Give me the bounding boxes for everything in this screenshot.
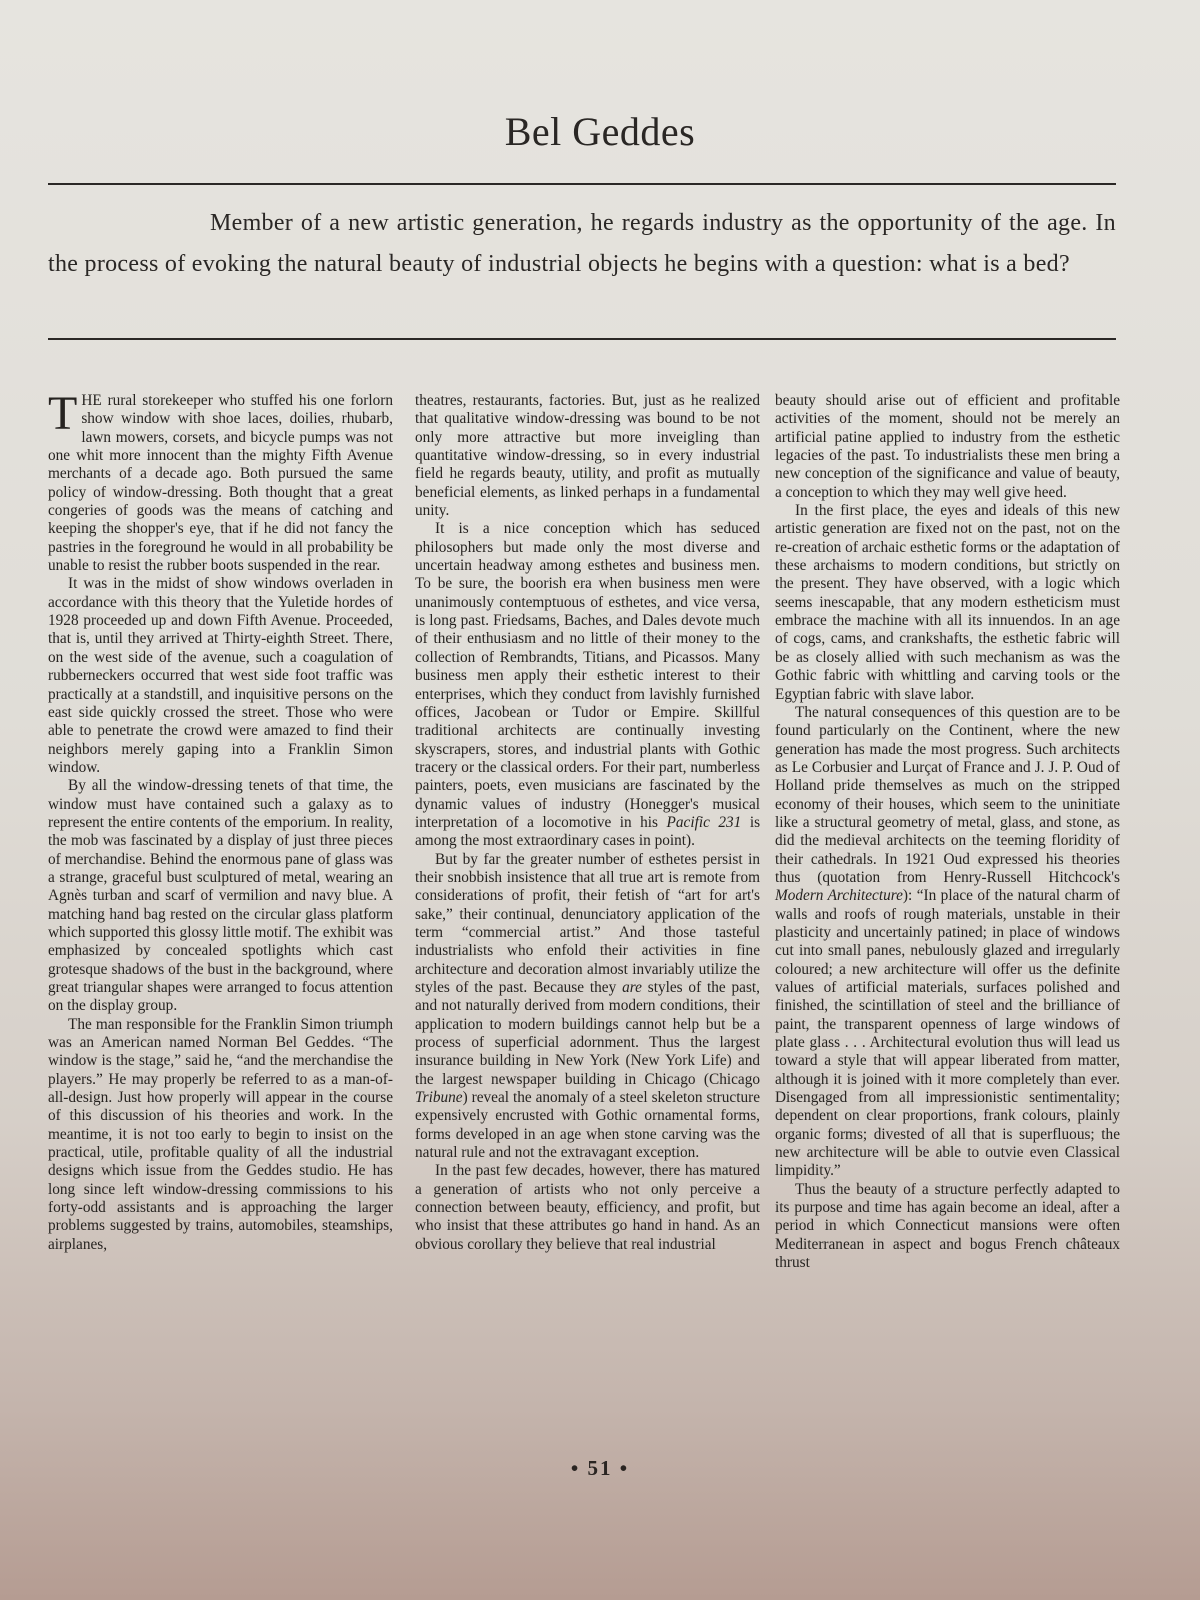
intro-paragraph bbox=[48, 203, 1116, 285]
paragraph: In the past few decades, however, there has matured a generation of artists who not only perceive a connection between beauty, efficiency, and profit, but who insist that these attributes go hand in hand. As an obvious corollary they believe that real industrial bbox=[415, 1162, 760, 1253]
paragraph-text: It is a nice conception which has seduced philosophers but made only the most diverse and uncertain headway among esthetes and business men. To be sure, the boorish era when business men were unanimously contemptuous of esthetes, and vice versa, is long past. Friedsams, Baches, and Dales devote much of their enthusiasm and no little of their money to the collection of Rembrandts, Titians, and Picassos. Many business men apply their esthetic interest to their enterprises, which they conduct from lavishly furnished offices, Jacobean or Tudor or Empire. Skillful traditional architects are continually investing skyscrapers, stores, and industrial plants with Gothic tracery or the classical orders. For their part, numberless painters, poets, even musicians are fascinated by the dynamic values of industry (Honegger's musical interpretation of a locomotive in his bbox=[415, 520, 760, 831]
italic-title: Modern Architecture bbox=[775, 887, 903, 905]
paragraph: theatres, restaurants, factories. But, just as he realized that qualitative window-dressing was bound to be not only more attractive but more inveigling than quantitative window-dressing, so in every industrial field he regards beauty, utility, and profit as mutually beneficial elements, as linked perhaps in a fundamental unity. bbox=[415, 392, 760, 520]
paragraph bbox=[775, 704, 1120, 1181]
paragraph-text: But by far the greater number of esthetes persist in their snobbish insistence that all true art is remote from considerations of profit, their fetish of “art for art's sake,” their continual, denunciatory application of the term “commercial artist.” And those tasteful industrialists who enfold their activities in fine architecture and decoration almost invariably utilize the styles of the past. Because they bbox=[415, 850, 760, 996]
paragraph bbox=[415, 520, 760, 850]
paragraph: beauty should arise out of efficient and profitable activities of the moment, should not be merely an artificial patine applied to industry from the esthetic legacies of the past. To industrialists these men bring a new conception of the significance and value of beauty, a conception to which they may well give heed. bbox=[775, 392, 1120, 501]
page-number: • 51 • bbox=[570, 1456, 630, 1480]
italic-title: Tribune bbox=[415, 1089, 463, 1107]
intro-text: Member of a new artistic generation, he regards industry as the opportunity of the age. In the process of evoking the natural beauty of industrial objects he begins with a question: what is a bed? bbox=[48, 210, 1116, 277]
column-1 bbox=[48, 387, 393, 1254]
paragraph-text: is among the most extraordinary cases in point). bbox=[415, 813, 761, 850]
column-3 bbox=[775, 392, 1120, 1273]
paragraph: In the first place, the eyes and ideals of this new artistic generation are fixed not on the past, not on the re-creation of archaic esthetic forms or the adaptation of these archaisms to modern conditions, but strictly on the present. They have observed, with a logic which seems inescapable, that any modern estheticism must embrace the machine with all its innuendos. In an age of cogs, cams, and crankshafts, the esthetic fabric will be as closely allied with such mechanism as was the Gothic fabric with whittling and carving tools or the Egyptian fabric with slave labor. bbox=[775, 502, 1120, 703]
drop-cap: T bbox=[48, 387, 78, 440]
page-title: Bel Geddes bbox=[504, 109, 696, 154]
italic-word: are bbox=[622, 979, 642, 996]
column-2 bbox=[415, 392, 760, 1254]
paragraph: By all the window-dressing tenets of that time, the window must have contained such a galaxy as to represent the entire contents of the emporium. In reality, the mob was fascinated by a display of just three pieces of merchandise. Behind the enormous pane of glass was a strange, graceful bust sculptured of metal, wearing an Agnès turban and scarf of vermilion and navy blue. A matching hand bag rested on the circular glass platform which supported this glossy little motif. The exhibit was emphasized by concealed spotlights which cast grotesque shadows of the bust in the background, where great triangular shapes were arranged to focus attention on the display group. bbox=[48, 777, 393, 1015]
paragraph: Thus the beauty of a structure perfectly adapted to its purpose and time has again become an ideal, after a period in which Connecticut mansions were often Mediterranean in aspect and bogus French châteaux thrust bbox=[775, 1180, 1120, 1272]
bottom-rule bbox=[48, 338, 1116, 340]
paragraph bbox=[48, 387, 393, 575]
paragraph-text: HE rural storekeeper who stuffed his one forlorn show window with shoe laces, doilies, rhubarb, lawn mowers, corsets, and bicycle pumps was not one whit more innocent than the mighty Fifth Avenue merchants of a decade ago. Both pursued the same policy of window-dressing. Both thought that a great congeries of goods was the means of catching and keeping the shopper's eye, that if he did not fancy the pastries in the foreground he would in all probability be unable to resist the rubber boots suspended in the rear. bbox=[48, 392, 393, 575]
paragraph: The man responsible for the Franklin Simon triumph was an American named Norman Bel Geddes. “The window is the stage,” said he, “and the merchandise the players.” He may properly be referred to as a man-of-all-design. Just how properly will appear in the course of this discussion of his theories and work. In the meantime, it is not too early to begin to insist on the practical, utile, profitable quality of all the industrial designs which issue from the Geddes studio. He has long since left window-dressing commissions to his forty-odd assistants and is approaching the larger problems suggested by trains, automobiles, steamships, airplanes, bbox=[48, 1015, 393, 1253]
paragraph-text: The natural consequences of this question are to be found particularly on the Continent, where the new generation has made the most progress. Such architects as Le Corbusier and Lurçat of France and J. J. P. Oud of Holland pride themselves as much on the stripped economy of their houses, which seem to the uninitiate like a structural geometry of metal, glass, and stone, as did the medieval architects on the teeming floridity of their cathedrals. In 1921 Oud expressed his theories thus (quotation from Henry-Russell Hitchcock's bbox=[775, 703, 1120, 886]
top-rule bbox=[48, 183, 1116, 185]
paragraph bbox=[415, 851, 760, 1163]
paragraph-text: ): “In place of the natural charm of walls and roofs of rough materials, unstable in their plasticity and uncertainly patined; in place of windows cut into small panes, nebulously glazed and irregularly coloured; a new architecture will offer us the definite values of artificial materials, surfaces polished and finished, the scintillation of steel and the brilliance of paint, the transparent openness of large windows of plate glass . . . Architectural evolution thus will lead us toward a style that will appear liberated from matter, although it is joined with it more completely than ever. Disengaged from all impressionistic sentimentality; dependent on clear proportions, frank colours, plainly organic forms; divested of all that is superfluous; the new architecture will be able to outvie even Classical limpidity.” bbox=[775, 887, 1120, 1180]
paragraph-text: styles of the past, and not naturally derived from modern conditions, their application to modern buildings cannot help but be a process of superficial adornment. Thus the largest insurance building in New York (New York Life) and the largest newspaper building in Chicago (Chicago bbox=[415, 979, 760, 1088]
paragraph: It was in the midst of show windows overladen in accordance with this theory that the Yuletide hordes of 1928 proceeded up and down Fifth Avenue. Proceeded, that is, until they arrived at Thirty-eighth Street. There, on the west side of the avenue, such a coagulation of rubberneckers occurred that west side foot traffic was practically at a standstill, and inquisitive persons on the east side quickly crossed the street. Those who were able to penetrate the crowd were amazed to find their neighbors merely gaping into a Franklin Simon window. bbox=[48, 575, 393, 776]
italic-title: Pacific 231 bbox=[666, 813, 742, 831]
paragraph-text: ) reveal the anomaly of a steel skeleton structure expensively encrusted with Gothic ornamental forms, forms developed in an age when stone carving was the natural rule and not the extravagant exception. bbox=[415, 1089, 760, 1162]
